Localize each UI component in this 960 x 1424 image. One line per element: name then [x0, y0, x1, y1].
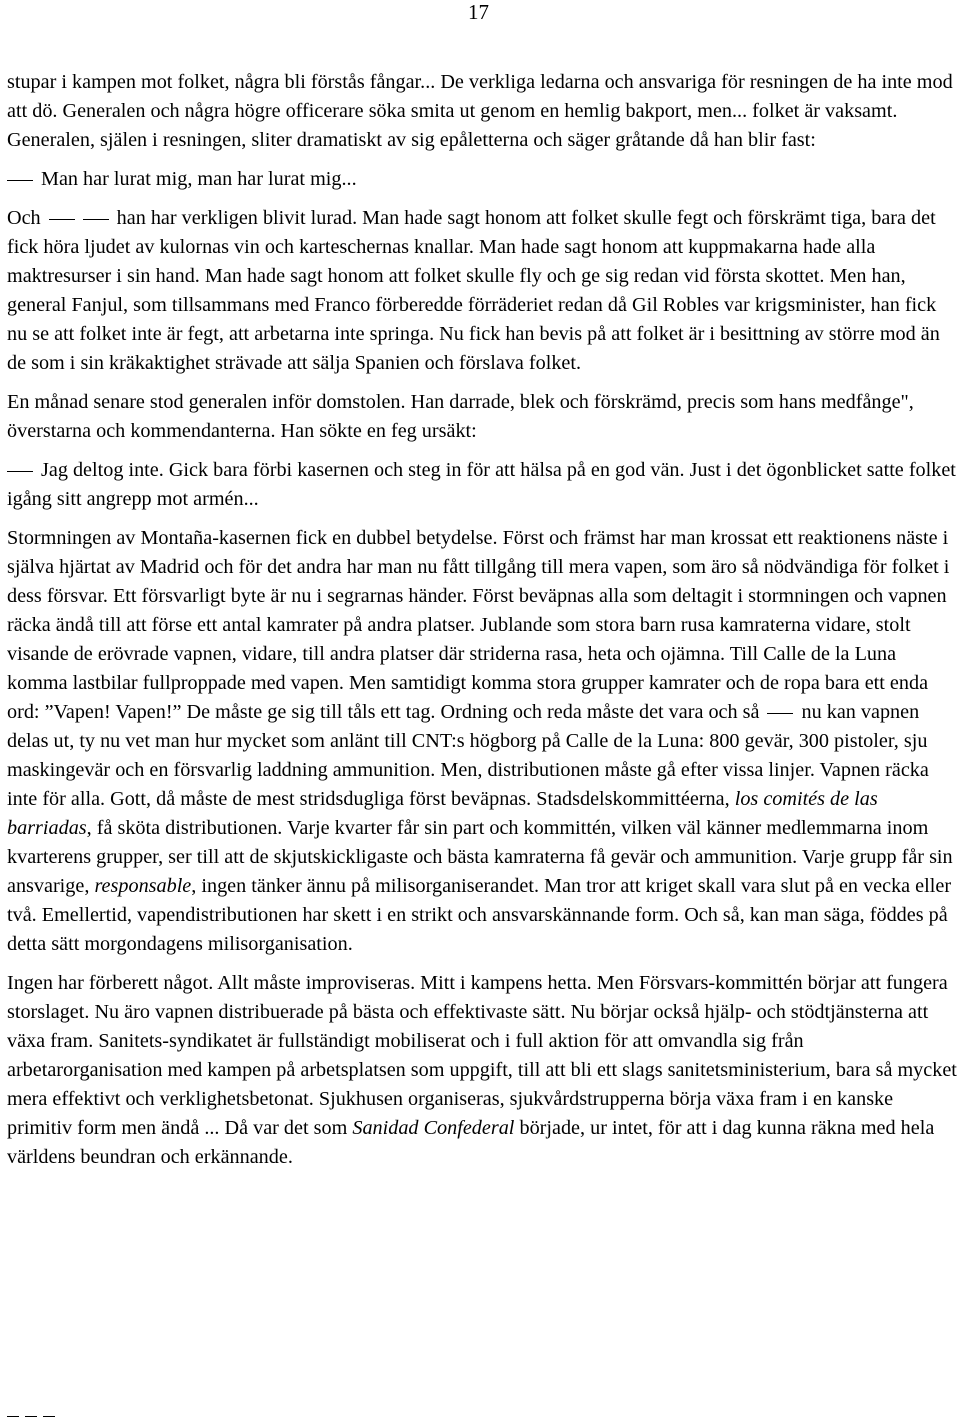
- em-dash-mark: [7, 180, 33, 181]
- end-mark-dashes: [7, 1416, 55, 1417]
- paragraph-3-start: Och: [7, 207, 41, 229]
- paragraph-1: stupar i kampen mot folket, några bli förstås fångar... De verkliga ledarna och ansvariga för resningen de ha inte mod att dö. Generalen och några högre officerare söka smita ut genom en hemlig bakport, men... folket är vaksamt. Generalen, själen i resningen, sliter dramatiskt av sig epåletterna och säger gråtande då han blir fast:: [7, 71, 953, 151]
- paragraph-6-part-a: Stormningen av Montaña-kasernen fick en dubbel betydelse. Först och främst har man krossat ett reaktionens näste i själva hjärtat av Madrid och för det andra har man nu fått tillgång till mera vapen, som äro så nödvändiga för folket i dess försvar. Ett försvarligt byte är nu i segrarnas händer. Först beväpnas alla som deltagit i stormningen och vapnen räcka ändå till att förse ett antal kamrater på andra platser. Jublande som stora barn rusa kamraterna vidare, stolt visande de erövrade vapnen, vidare, till andra platser där striderna rasa, heta och ojämna. Till Calle de la Luna komma lastbilar fullproppade med vapen. Men samtidigt komma stora grupper kamrater och de ropa bara ett enda ord: ”Vapen! Vapen!” De måste ge sig till tåls ett tag. Ordning och reda måste det vara och så: [7, 527, 950, 723]
- dialogue-text: Man har lurat mig, man har lurat mig...: [41, 168, 357, 190]
- italic-term: responsable: [94, 875, 192, 897]
- end-dash: [7, 1416, 19, 1417]
- page-number: 17: [468, 0, 489, 24]
- em-dash-mark: [767, 713, 793, 714]
- paragraph-6-part-f: , ingen tänker ännu på milisorganiserandet. Man tror att kriget skall vara slut på en vecka eller två. Emellertid, vapendistributionen har skett i en strikt och ansvarskännande form. Och så, kan man säga, föddes på detta sätt morgondagens milisorganisation.: [7, 875, 952, 955]
- paragraph-6: [7, 524, 957, 959]
- paragraph-3: [7, 204, 957, 378]
- em-dash-mark: [7, 471, 33, 472]
- paragraph-6-part-b: nu kan vapnen delas ut, ty nu vet man hur mycket som anlänt till CNT:s högborg på Calle de la Luna: 800 gevär, 300 pistoler, sju maskingevär och en försvarlig laddning ammunition. Men, distributionen måste gå efter vissa linjer. Vapnen räcka inte för alla. Gott, då måste de mest stridsdugliga först beväpnas. Stadsdelskommittéerna,: [7, 701, 929, 810]
- end-dash: [43, 1416, 55, 1417]
- paragraph-7-part-a: Ingen har förberett något. Allt måste improviseras. Mitt i kampens hetta. Men Försvars-kommittén börjar att fungera storslaget. Nu äro vapnen distribuerade på bästa och effektivaste sätt. Nu börjar också hjälp- och stödtjänsterna att växa fram. Sanitets-syndikatet är fullständigt mobiliserat och i full aktion för att omvandla sig från arbetarorganisation med kampen på arbetsplatsen som uppgift, till att bli ett slags sanitetsministerium, bara så mycket mera effektivt och verklighetsbetonat. Sjukhusen organiseras, sjukvårdstrupperna börja växa fram i en kanske primitiv form men ändå ... Då var det som: [7, 972, 957, 1139]
- paragraph-6-part-d: , få sköta distributionen. Varje kvarter får sin part och kommittén, vilken väl känner medlemmarna inom kvarterens grupper, ser till att de skjutskickligaste och bästa kamraterna få gevär och ammunition. Varje grupp får sin ansvarige,: [7, 817, 953, 897]
- end-dash: [25, 1416, 37, 1417]
- document-body: [7, 68, 957, 1182]
- paragraph-2-dialogue: [7, 165, 957, 194]
- paragraph-3-rest: han har verkligen blivit lurad. Man hade sagt honom att folket skulle fegt och förskrämt tiga, bara det fick höra ljudet av kulornas vin och karteschernas knallar. Man hade sagt honom att kuppmakarna hade alla maktresurser i sin hand. Man hade sagt honom att folket skulle fly och ge sig redan vid första skottet. Men han, general Fanjul, som tillsammans med Franco förberedde förräderiet redan då Gil Robles var krigsminister, han fick nu se att folket inte är fegt, att arbetarna inte springa. Nu fick han bevis på att folket är i besittning av större mod än de som i sin kräkaktighet strävade att sälja Spanien och förslava folket.: [7, 207, 940, 374]
- em-dash-mark: [49, 219, 75, 220]
- paragraph-5-dialogue: [7, 456, 957, 514]
- italic-term: Sanidad Confederal: [352, 1117, 515, 1139]
- paragraph-4: En månad senare stod generalen inför domstolen. Han darrade, blek och förskrämd, precis som hans medfånge", överstarna och kommendanterna. Han sökte en feg ursäkt:: [7, 391, 914, 442]
- paragraph-7-part-c: började, ur intet, för att i dag kunna räkna med hela världens beundran och erkännande.: [7, 1117, 935, 1168]
- paragraph-7: [7, 969, 957, 1172]
- dialogue-text: Jag deltog inte. Gick bara förbi kasernen och steg in för att hälsa på en god vän. Just i det ögonblicket satte folket igång sitt angrepp mot armén...: [7, 459, 956, 510]
- em-dash-mark: [83, 219, 109, 220]
- italic-term: los comités de las barriadas: [7, 788, 878, 839]
